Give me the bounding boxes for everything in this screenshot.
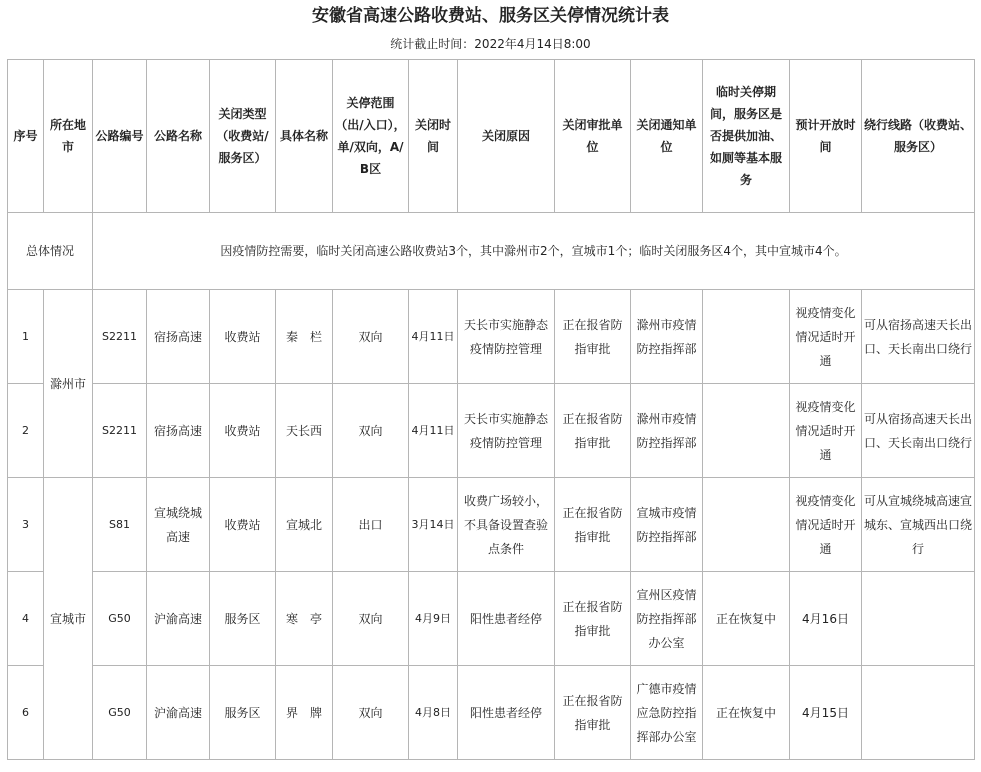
cell-close-time: 4月11日 (409, 384, 458, 478)
cell-approval-unit: 正在报省防指审批 (555, 384, 631, 478)
cell-close-type: 服务区 (210, 666, 276, 760)
cell-reopen-time: 视疫情变化情况适时开通 (790, 384, 862, 478)
header-approval-unit: 关闭审批单 位 (555, 60, 631, 213)
cell-seq: 6 (8, 666, 44, 760)
summary-row (8, 213, 975, 290)
header-scope: 关停范围（出/入口），单/双向，A/B区 (333, 60, 409, 213)
cell-road-name: 宿扬高速 (147, 290, 210, 384)
cell-close-type: 收费站 (210, 384, 276, 478)
cell-approval-unit: 正在报省防指审批 (555, 290, 631, 384)
cell-close-type: 服务区 (210, 572, 276, 666)
cell-specific-name: 界 牌 (276, 666, 333, 760)
header-seq: 序号 (8, 60, 44, 213)
cell-scope: 双向 (333, 384, 409, 478)
cell-road-name: 沪渝高速 (147, 572, 210, 666)
header-close-type: 关闭类型（收费站/服务区） (210, 60, 276, 213)
header-row (8, 60, 975, 213)
cell-road-code: G50 (93, 572, 147, 666)
cell-detour: 可从宣城绕城高速宣城东、宣城西出口绕行 (862, 478, 975, 572)
cell-close-time: 4月11日 (409, 290, 458, 384)
cell-detour: 可从宿扬高速天长出口、天长南出口绕行 (862, 290, 975, 384)
table-row (8, 572, 975, 666)
cell-reason: 天长市实施静态疫情防控管理 (458, 290, 555, 384)
cell-specific-name: 秦 栏 (276, 290, 333, 384)
table-row (8, 666, 975, 760)
cell-road-code: S81 (93, 478, 147, 572)
page-title: 安徽省高速公路收费站、服务区关停情况统计表 (312, 6, 669, 26)
cell-city: 滁州市 (44, 290, 93, 478)
cell-specific-name: 天长西 (276, 384, 333, 478)
closure-statistics-table (7, 59, 975, 760)
cell-reason: 天长市实施静态疫情防控管理 (458, 384, 555, 478)
cell-scope: 双向 (333, 666, 409, 760)
cell-close-time: 4月8日 (409, 666, 458, 760)
cell-detour (862, 666, 975, 760)
cell-services: 正在恢复中 (703, 572, 790, 666)
cell-services (703, 290, 790, 384)
cell-road-name: 沪渝高速 (147, 666, 210, 760)
cell-reason: 阳性患者经停 (458, 666, 555, 760)
header-specific-name: 具体名称 (276, 60, 333, 213)
cell-scope: 双向 (333, 572, 409, 666)
cell-city: 宣城市 (44, 478, 93, 760)
header-close-time: 关闭时间 (409, 60, 458, 213)
summary-label: 总体情况 (8, 213, 93, 290)
cell-scope: 出口 (333, 478, 409, 572)
cell-close-time: 3月14日 (409, 478, 458, 572)
cell-notice-unit: 宣州区疫情防控指挥部办公室 (631, 572, 703, 666)
cell-road-name: 宿扬高速 (147, 384, 210, 478)
cell-specific-name: 寒 亭 (276, 572, 333, 666)
header-reopen-time: 预计开放时 间 (790, 60, 862, 213)
cell-reopen-time: 视疫情变化情况适时开通 (790, 478, 862, 572)
cell-close-type: 收费站 (210, 290, 276, 384)
cell-approval-unit: 正在报省防指审批 (555, 572, 631, 666)
table-row (8, 478, 975, 572)
cell-notice-unit: 滁州市疫情防控指挥部 (631, 290, 703, 384)
table-row (8, 384, 975, 478)
cell-road-code: S2211 (93, 384, 147, 478)
cell-services (703, 478, 790, 572)
statistics-cutoff-time: 统计截止时间：2022年4月14日8:00 (390, 37, 591, 51)
cell-close-time: 4月9日 (409, 572, 458, 666)
cell-reason: 阳性患者经停 (458, 572, 555, 666)
cell-reopen-time: 4月15日 (790, 666, 862, 760)
header-reason: 关闭原因 (458, 60, 555, 213)
cell-approval-unit: 正在报省防指审批 (555, 666, 631, 760)
cell-detour: 可从宿扬高速天长出口、天长南出口绕行 (862, 384, 975, 478)
cell-notice-unit: 滁州市疫情防控指挥部 (631, 384, 703, 478)
table-row (8, 290, 975, 384)
cell-close-type: 收费站 (210, 478, 276, 572)
header-road-code: 公路编号 (93, 60, 147, 213)
cell-specific-name: 宣城北 (276, 478, 333, 572)
cell-reopen-time: 视疫情变化情况适时开通 (790, 290, 862, 384)
header-road-name: 公路名称 (147, 60, 210, 213)
cell-services (703, 384, 790, 478)
cell-seq: 3 (8, 478, 44, 572)
cell-detour (862, 572, 975, 666)
cell-approval-unit: 正在报省防指审批 (555, 478, 631, 572)
cell-notice-unit: 宣城市疫情防控指挥部 (631, 478, 703, 572)
cell-road-code: S2211 (93, 290, 147, 384)
cell-road-code: G50 (93, 666, 147, 760)
cell-reopen-time: 4月16日 (790, 572, 862, 666)
header-city: 所在地市 (44, 60, 93, 213)
summary-text: 因疫情防控需要，临时关闭高速公路收费站3个，其中滁州市2个，宣城市1个；临时关闭服务区4个，其中宣城市4个。 (93, 213, 975, 290)
cell-seq: 1 (8, 290, 44, 384)
cell-reason: 收费广场较小，不具备设置查验点条件 (458, 478, 555, 572)
cell-road-name: 宣城绕城高速 (147, 478, 210, 572)
header-detour: 绕行线路（收费站、服务区） (862, 60, 975, 213)
cell-notice-unit: 广德市疫情应急防控指挥部办公室 (631, 666, 703, 760)
cell-scope: 双向 (333, 290, 409, 384)
cell-services: 正在恢复中 (703, 666, 790, 760)
cell-seq: 4 (8, 572, 44, 666)
header-services: 临时关停期间，服务区是否提供加油、如厕等基本服务 (703, 60, 790, 213)
cell-seq: 2 (8, 384, 44, 478)
header-notice-unit: 关闭通知单 位 (631, 60, 703, 213)
